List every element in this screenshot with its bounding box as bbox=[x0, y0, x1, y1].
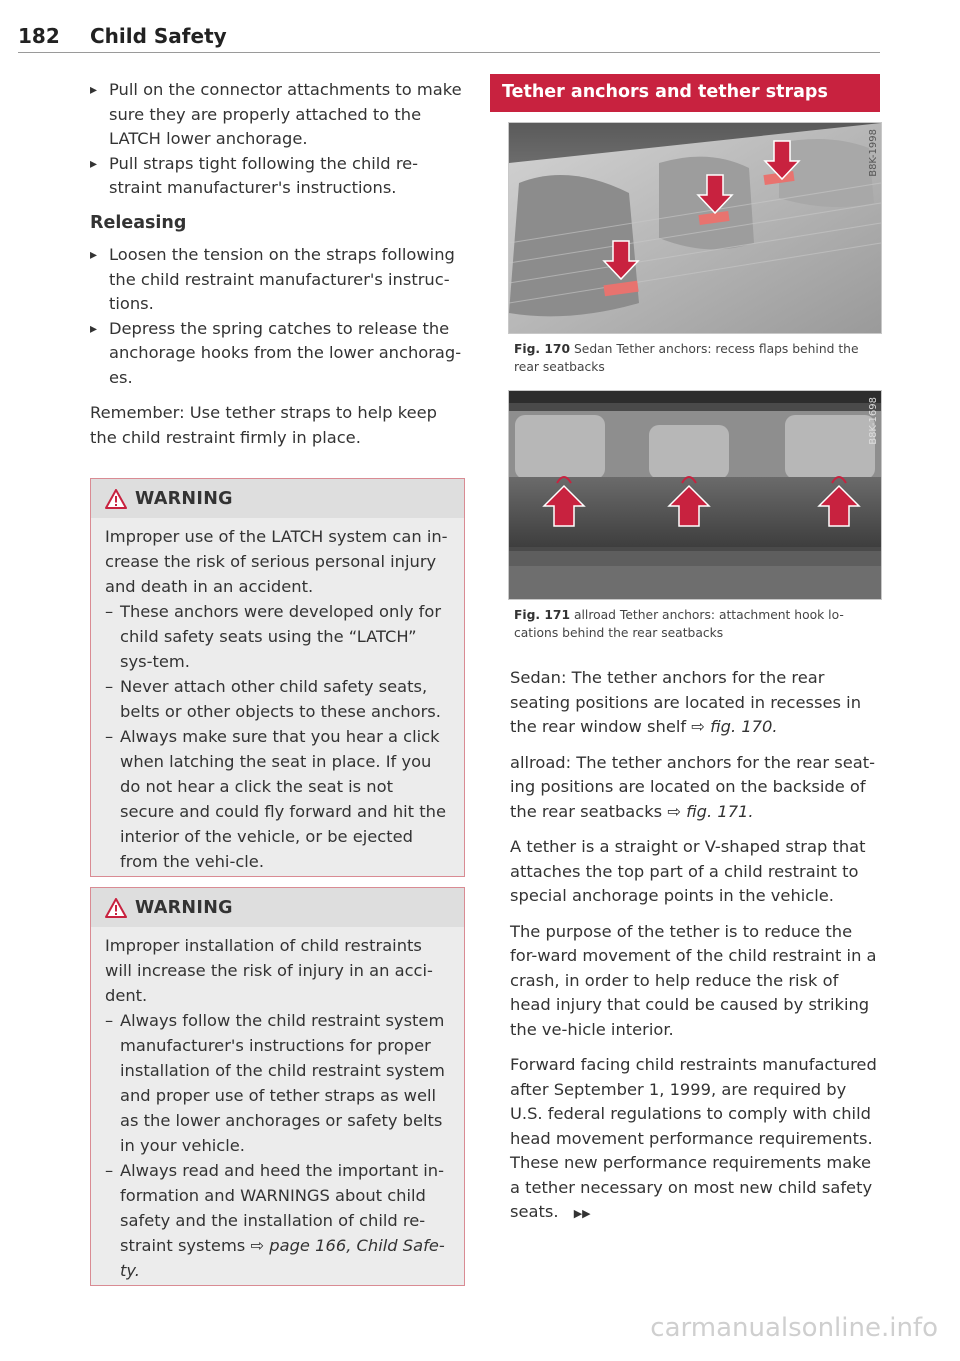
warning-item-text: Always read and heed the important in-formation and WARNINGS about child safety and the installation of child re-straint systems bbox=[120, 1161, 444, 1255]
warning-item: – These anchors were developed only for child safety seats using the “LATCH” sys-tem. bbox=[105, 599, 450, 674]
page-number: 182 bbox=[18, 24, 60, 48]
figure-code: B8K-1998 bbox=[868, 129, 879, 177]
section-banner bbox=[490, 74, 880, 112]
figure-171-caption bbox=[514, 606, 880, 642]
figure-caption-text: allroad Tether anchors: attachment hook lo-cations behind the rear seatbacks bbox=[514, 608, 844, 640]
paragraph-regulations bbox=[510, 1053, 880, 1227]
allroad-seatback-illustration bbox=[509, 391, 881, 599]
continue-arrow-icon: ▶▶ bbox=[573, 1207, 591, 1220]
paragraph-allroad bbox=[510, 751, 880, 825]
right-body-text bbox=[510, 666, 880, 1227]
paragraph-tether-definition: A tether is a straight or V-shaped strap that attaches the top part of a child restraint to special anchorage points in the vehicle. bbox=[510, 837, 866, 905]
figure-170-caption bbox=[514, 340, 880, 376]
paragraph-text: Forward facing child restraints manufactured after September 1, 1999, are required by U.S. federal regulations to comply with child head movement performance requirements. These new performance requirements make a tether necessary on most new child safety seats. bbox=[510, 1055, 877, 1221]
warning-item: – Always follow the child restraint system manufacturer's instructions for proper installation of the child restraint system and proper use of tether straps as well as the lower anchorages or safety belts in your vehicle. bbox=[105, 1008, 450, 1158]
warning-title: WARNING bbox=[135, 488, 233, 509]
warning-triangle-icon bbox=[105, 898, 127, 918]
step-loosen-tension: ▸ Loosen the tension on the straps following the child restraint manufacturer's instruc-tions. bbox=[90, 243, 468, 317]
watermark: carmanualsonline.info bbox=[650, 1313, 938, 1343]
warning-box-installation bbox=[90, 887, 465, 1286]
page-reference-link[interactable]: ⇨ page 166, Child Safe-ty. bbox=[120, 1236, 445, 1280]
paragraph-tether-purpose: The purpose of the tether is to reduce the for-ward movement of the child restraint in a crash, in order to help reduce the risk of head injury that could be caused by striking the ve-hicle interior. bbox=[510, 921, 877, 1039]
warning-intro: Improper installation of child restraints will increase the risk of injury in an acci-dent. bbox=[105, 936, 433, 1005]
warning-item: – Never attach other child safety seats, belts or other objects to these anchors. bbox=[105, 674, 450, 724]
warning-box-latch bbox=[90, 478, 465, 877]
warning-item: – Always make sure that you hear a click when latching the seat in place. If you do not hear a click the seat is not secure and could fly forward and hit the interior of the vehicle, or be ejected from the vehi-cle. bbox=[105, 724, 450, 874]
figure-code: B8K-1698 bbox=[868, 397, 879, 445]
figure-reference-link[interactable]: ⇨ fig. 170. bbox=[691, 717, 778, 736]
figure-170-image bbox=[508, 122, 882, 334]
figure-caption-text: Sedan Tether anchors: recess flaps behind the rear seatbacks bbox=[514, 342, 859, 374]
figure-reference-link[interactable]: ⇨ fig. 171. bbox=[667, 801, 754, 821]
figure-171-image bbox=[508, 390, 882, 600]
section-title: Child Safety bbox=[90, 24, 227, 48]
releasing-heading: Releasing bbox=[90, 212, 187, 233]
warning-header bbox=[91, 888, 464, 927]
remember-note: Remember: Use tether straps to help keep the child restraint firmly in place. bbox=[90, 403, 437, 447]
figure-label: Fig. 171 bbox=[514, 608, 571, 622]
step-pull-straps: ▸ Pull straps tight following the child re-straint manufacturer's instructions. bbox=[90, 152, 468, 201]
figure-label: Fig. 170 bbox=[514, 342, 571, 356]
left-column bbox=[90, 78, 468, 450]
paragraph-text: Sedan: The tether anchors for the rear seating positions are located in recesses in the rear window shelf bbox=[510, 668, 862, 736]
paragraph-text: allroad: The tether anchors for the rear seat-ing positions are located on the backside of the rear seatbacks bbox=[510, 752, 876, 821]
warning-item bbox=[105, 1158, 450, 1283]
warning-header bbox=[91, 479, 464, 518]
banner-title: Tether anchors and tether straps bbox=[502, 82, 828, 102]
warning-title: WARNING bbox=[135, 897, 233, 918]
step-connector-attachments: ▸ Pull on the connector attachments to make sure they are properly attached to the LATCH lower anchorage. bbox=[90, 78, 468, 152]
step-depress-catches: ▸ Depress the spring catches to release the anchorage hooks from the lower anchorag-es. bbox=[90, 317, 468, 391]
warning-triangle-icon bbox=[105, 489, 127, 509]
sedan-rear-shelf-illustration bbox=[509, 123, 881, 333]
warning-intro: Improper use of the LATCH system can in-crease the risk of serious personal injury and death in an accident. bbox=[105, 527, 448, 596]
paragraph-sedan bbox=[510, 666, 880, 740]
header-rule bbox=[18, 52, 880, 53]
